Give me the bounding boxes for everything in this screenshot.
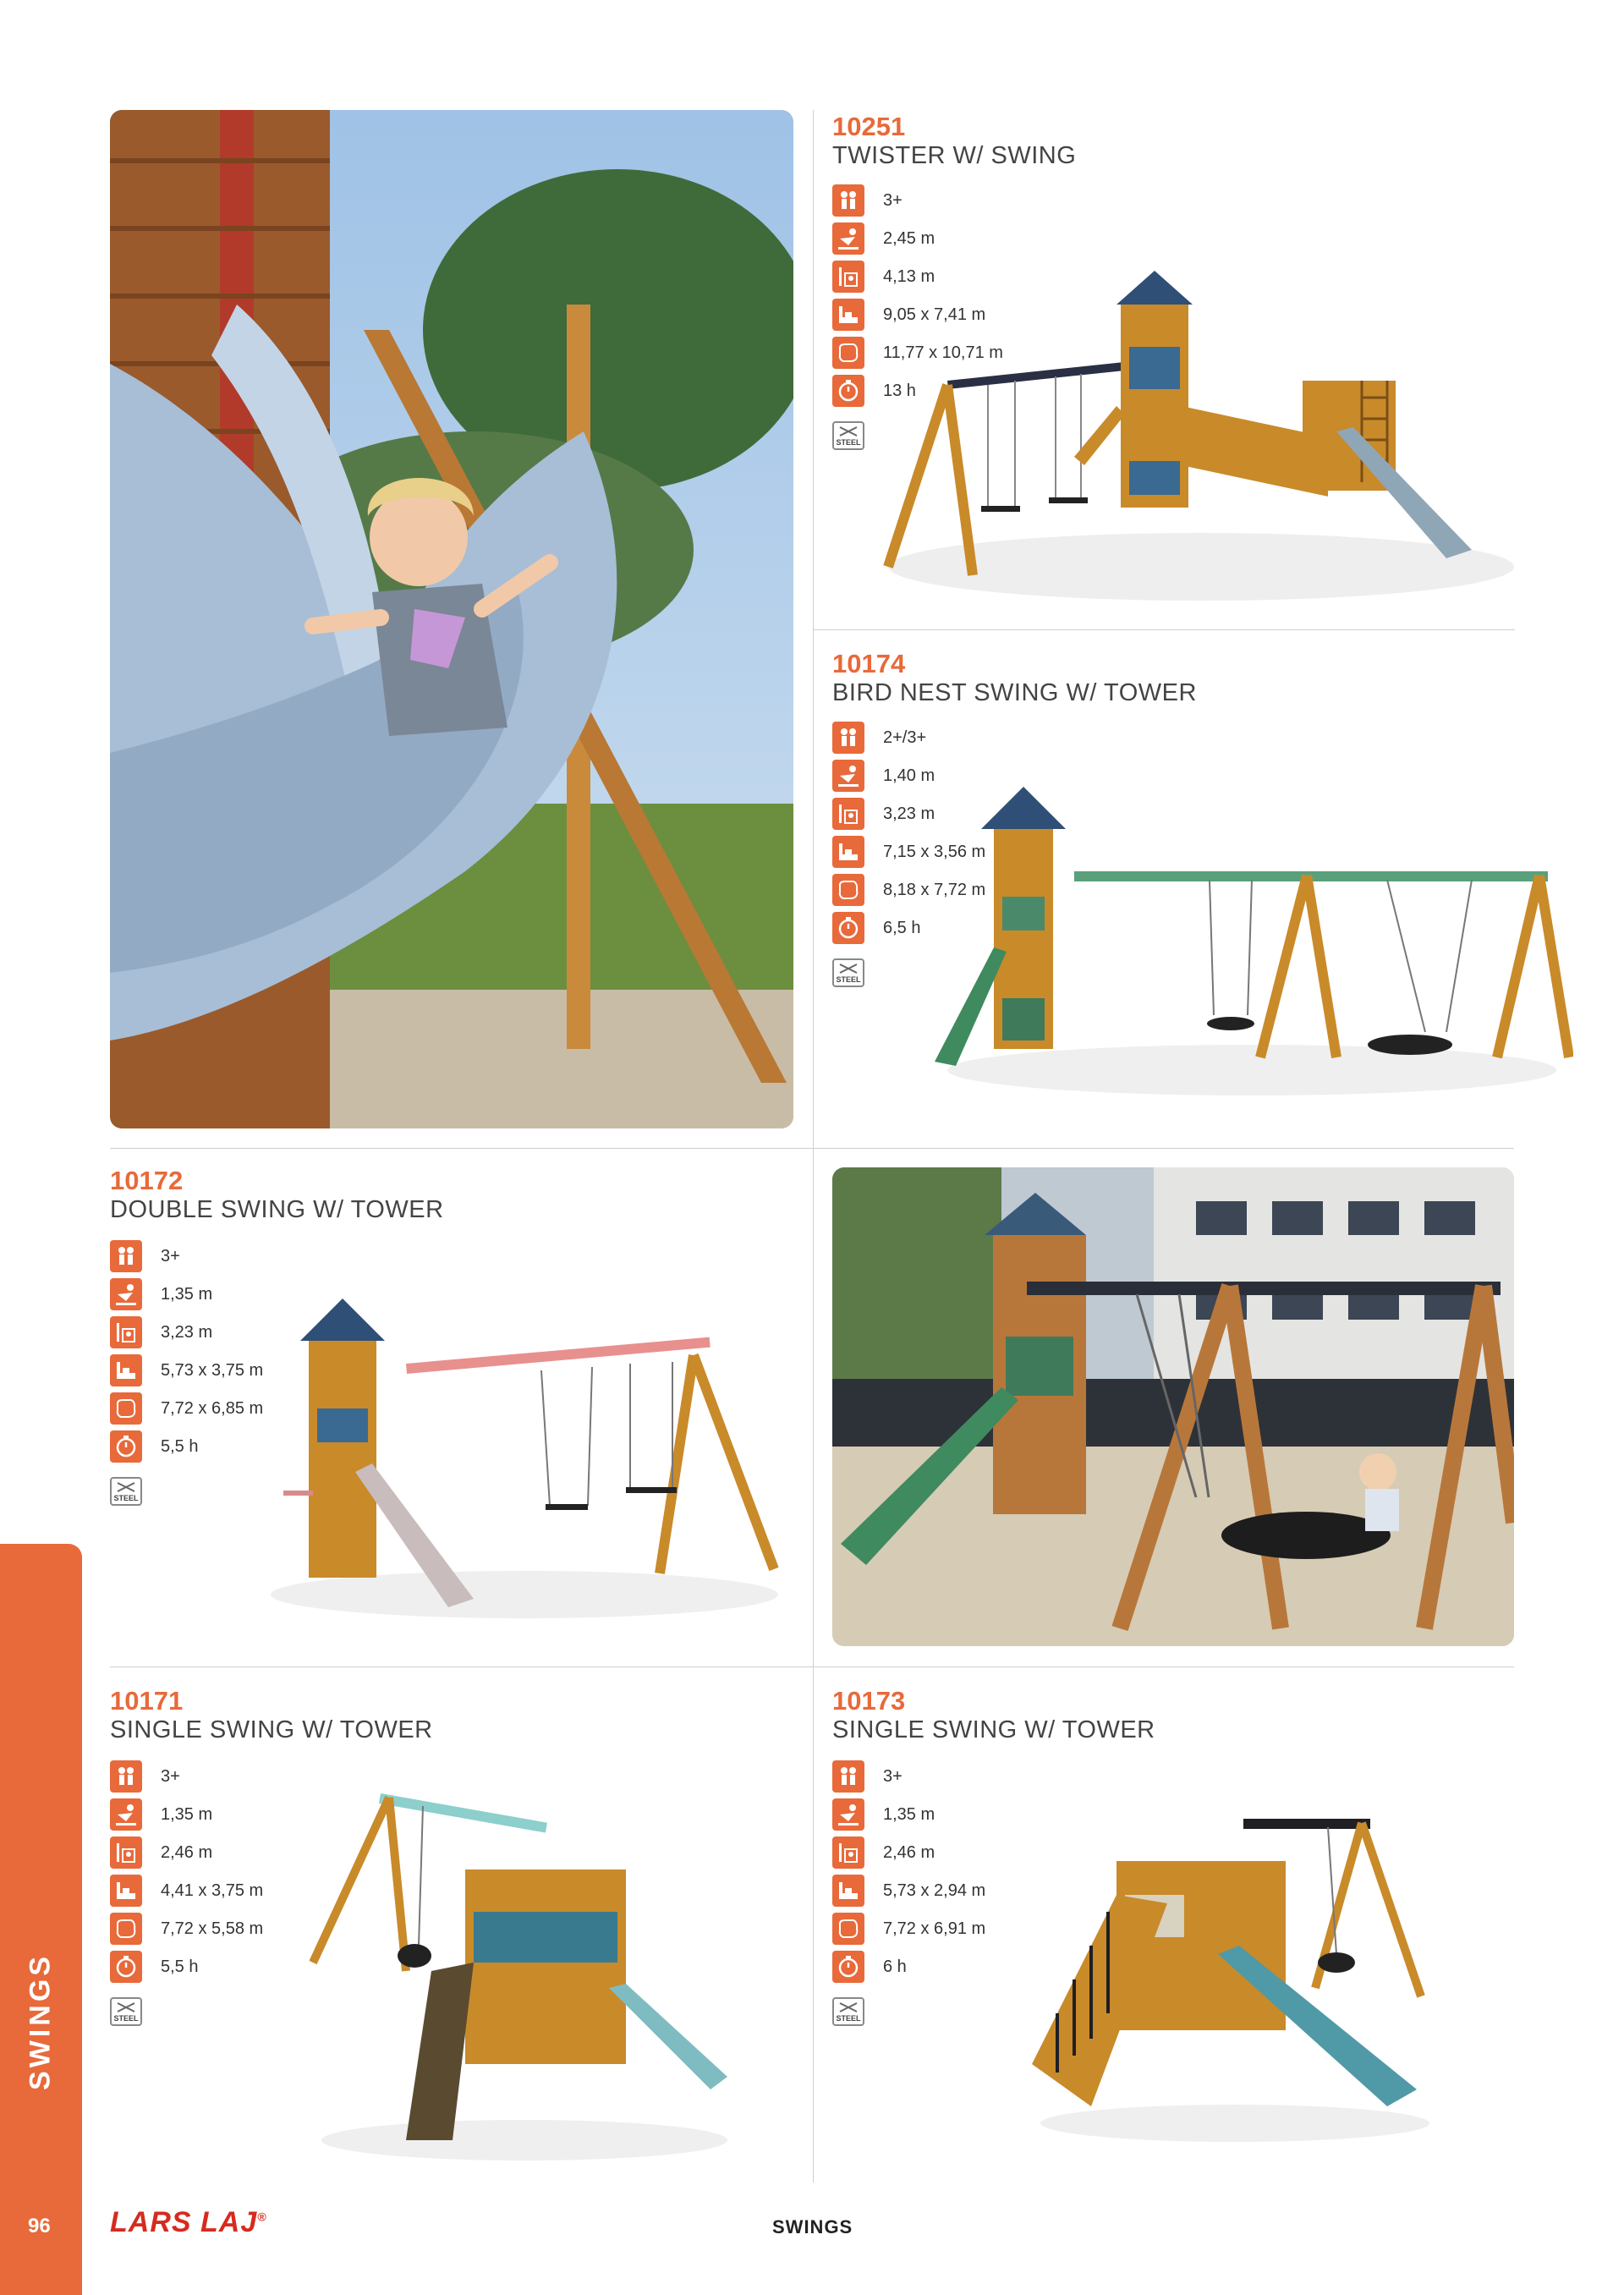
equipment-dimensions-icon bbox=[832, 836, 864, 868]
spec-dimensions: 7,15 x 3,56 m bbox=[883, 843, 986, 861]
spec-max-height: 3,23 m bbox=[161, 1323, 213, 1342]
spec-row bbox=[832, 722, 1086, 755]
age-group-icon bbox=[832, 184, 864, 217]
safety-area-icon bbox=[832, 874, 864, 906]
equipment-dimensions-icon bbox=[832, 299, 864, 331]
spec-safety-area: 7,72 x 6,85 m bbox=[161, 1399, 264, 1418]
equipment-dimensions-icon bbox=[832, 1875, 864, 1907]
max-height-icon bbox=[832, 1837, 864, 1869]
product-name: BIRD NEST SWING W/ TOWER bbox=[832, 679, 1197, 706]
spec-free-fall: 2,45 m bbox=[883, 229, 935, 248]
row-divider bbox=[110, 1148, 1514, 1149]
free-fall-height-icon bbox=[110, 1798, 142, 1831]
max-height-icon bbox=[832, 261, 864, 293]
free-fall-height-icon bbox=[832, 760, 864, 792]
safety-area-icon bbox=[832, 337, 864, 369]
spec-age: 3+ bbox=[161, 1247, 180, 1266]
spec-dimensions: 5,73 x 3,75 m bbox=[161, 1361, 264, 1380]
age-group-icon bbox=[110, 1760, 142, 1793]
product-render-10173 bbox=[1023, 1793, 1446, 2149]
spec-install-time: 6,5 h bbox=[883, 919, 921, 937]
column-divider bbox=[813, 110, 814, 2182]
equipment-dimensions-icon bbox=[110, 1354, 142, 1386]
product-render-10174 bbox=[930, 778, 1573, 1100]
equipment-dimensions-icon bbox=[110, 1875, 142, 1907]
spec-safety-area: 11,77 x 10,71 m bbox=[883, 343, 1003, 362]
free-fall-height-icon bbox=[832, 222, 864, 255]
spec-install-time: 5,5 h bbox=[161, 1437, 199, 1456]
installation-time-icon bbox=[832, 1951, 864, 1983]
safety-area-icon bbox=[832, 1913, 864, 1945]
spec-dimensions: 9,05 x 7,41 m bbox=[883, 305, 986, 324]
spec-max-height: 2,46 m bbox=[161, 1843, 213, 1862]
spec-install-time: 5,5 h bbox=[161, 1957, 199, 1976]
spec-free-fall: 1,35 m bbox=[161, 1285, 213, 1304]
installation-time-icon bbox=[832, 375, 864, 407]
spec-row bbox=[832, 222, 1086, 256]
product-code: 10172 bbox=[110, 1166, 184, 1195]
installation-time-icon bbox=[110, 1430, 142, 1463]
product-code: 10171 bbox=[110, 1686, 184, 1716]
age-group-icon bbox=[832, 722, 864, 754]
row-divider bbox=[110, 1666, 1514, 1667]
product-code: 10174 bbox=[832, 649, 906, 678]
side-section-label: SWINGS bbox=[24, 1953, 57, 2090]
spec-dimensions: 5,73 x 2,94 m bbox=[883, 1881, 986, 1900]
spec-max-height: 2,46 m bbox=[883, 1843, 935, 1862]
product-render-10251 bbox=[863, 254, 1522, 609]
free-fall-height-icon bbox=[110, 1278, 142, 1310]
product-name: DOUBLE SWING W/ TOWER bbox=[110, 1196, 444, 1223]
spec-max-height: 3,23 m bbox=[883, 804, 935, 823]
steel-material-badge: STEEL bbox=[110, 1997, 142, 2026]
age-group-icon bbox=[832, 1760, 864, 1793]
spec-age: 2+/3+ bbox=[883, 728, 927, 747]
brand-logo: LARS LAJ® bbox=[110, 2206, 267, 2238]
age-group-icon bbox=[110, 1240, 142, 1272]
installation-time-icon bbox=[832, 912, 864, 944]
max-height-icon bbox=[832, 798, 864, 830]
spec-safety-area: 7,72 x 6,91 m bbox=[883, 1919, 986, 1938]
row-divider bbox=[813, 629, 1515, 630]
spec-free-fall: 1,35 m bbox=[161, 1805, 213, 1824]
photo-girl-on-slide bbox=[110, 110, 793, 1128]
steel-material-badge: STEEL bbox=[110, 1477, 142, 1506]
spec-free-fall: 1,35 m bbox=[883, 1805, 935, 1824]
product-name: SINGLE SWING W/ TOWER bbox=[832, 1716, 1155, 1743]
spec-install-time: 13 h bbox=[883, 382, 916, 400]
spec-max-height: 4,13 m bbox=[883, 267, 935, 286]
installation-time-icon bbox=[110, 1951, 142, 1983]
max-height-icon bbox=[110, 1316, 142, 1348]
steel-material-badge: STEEL bbox=[832, 1997, 864, 2026]
free-fall-height-icon bbox=[832, 1798, 864, 1831]
product-name: TWISTER W/ SWING bbox=[832, 142, 1077, 169]
spec-safety-area: 7,72 x 5,58 m bbox=[161, 1919, 264, 1938]
steel-material-badge: STEEL bbox=[832, 421, 864, 450]
spec-row bbox=[832, 184, 1086, 218]
product-code: 10173 bbox=[832, 1686, 906, 1716]
spec-row bbox=[110, 1240, 364, 1274]
page-number: 96 bbox=[28, 2215, 51, 2237]
spec-safety-area: 8,18 x 7,72 m bbox=[883, 881, 986, 899]
product-code: 10251 bbox=[832, 112, 906, 141]
product-render-10172 bbox=[254, 1286, 795, 1624]
steel-material-badge: STEEL bbox=[832, 958, 864, 987]
footer-section-title: SWINGS bbox=[772, 2216, 853, 2237]
spec-age: 3+ bbox=[161, 1767, 180, 1786]
product-name: SINGLE SWING W/ TOWER bbox=[110, 1716, 433, 1743]
spec-dimensions: 4,41 x 3,75 m bbox=[161, 1881, 264, 1900]
spec-age: 3+ bbox=[883, 1767, 903, 1786]
max-height-icon bbox=[110, 1837, 142, 1869]
product-render-10171 bbox=[304, 1776, 744, 2166]
side-tab bbox=[0, 1544, 82, 2295]
spec-install-time: 6 h bbox=[883, 1957, 907, 1976]
spec-row bbox=[832, 1760, 1086, 1794]
safety-area-icon bbox=[110, 1913, 142, 1945]
safety-area-icon bbox=[110, 1392, 142, 1425]
spec-age: 3+ bbox=[883, 191, 903, 210]
spec-free-fall: 1,40 m bbox=[883, 766, 935, 785]
photo-playground-swings bbox=[832, 1167, 1514, 1646]
